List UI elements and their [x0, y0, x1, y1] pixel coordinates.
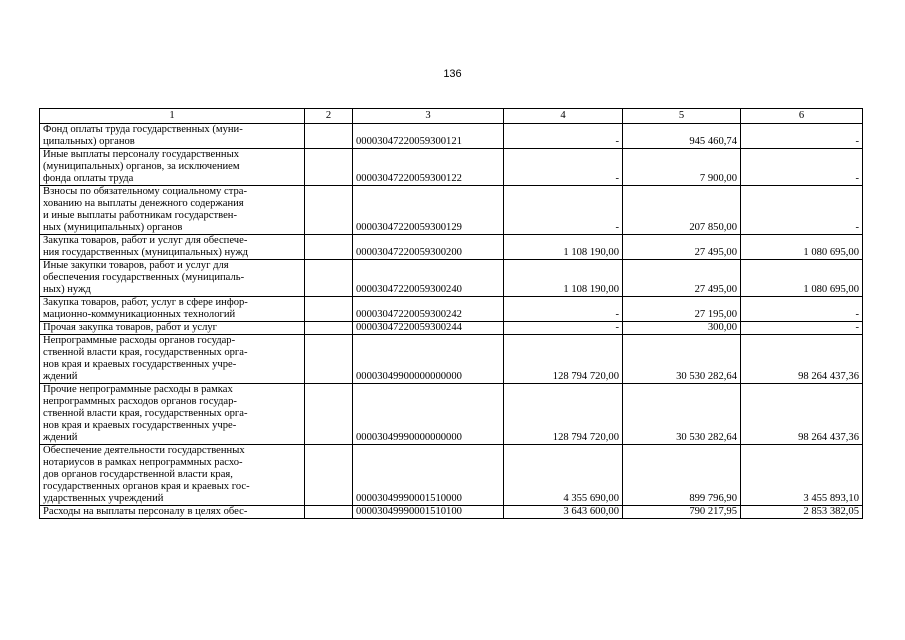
column-2-cell	[305, 235, 353, 260]
page-number: 136	[443, 68, 462, 80]
table-row	[40, 322, 863, 335]
unexecuted-amount-cell: 1 080 695,00	[741, 260, 863, 297]
executed-amount-cell: 899 796,90	[623, 445, 741, 506]
expense-name-cell	[40, 186, 305, 235]
budget-code-cell: 00003047220059300129	[353, 186, 504, 235]
budget-code-cell: 00003049900000000000	[353, 335, 504, 384]
expense-name-line: ственной власти края, государственных орга-	[43, 347, 248, 358]
approved-amount-cell: 1 108 190,00	[504, 235, 623, 260]
approved-amount-cell: -	[504, 149, 623, 186]
expense-name-line: непрограммных расходов органов государ-	[43, 396, 237, 407]
expense-name-line: ципальных) органов	[43, 136, 135, 147]
unexecuted-amount-cell: 3 455 893,10	[741, 445, 863, 506]
expense-name-line: Иные выплаты персоналу государственных	[43, 149, 239, 160]
expense-name-line: ственной власти края, государственных орга-	[43, 408, 248, 419]
budget-code-cell: 00003049990001510100	[353, 506, 504, 519]
executed-amount-cell: 790 217,95	[623, 506, 741, 519]
expense-name-line: нов края и краевых государственных учре-	[43, 420, 237, 431]
table-row	[40, 186, 863, 235]
column-2-cell	[305, 297, 353, 322]
expense-name-line: Иные закупки товаров, работ и услуг для	[43, 260, 229, 271]
expense-name-cell	[40, 124, 305, 149]
executed-amount-cell: 27 195,00	[623, 297, 741, 322]
expense-name-cell	[40, 384, 305, 445]
unexecuted-amount-cell: -	[741, 124, 863, 149]
approved-amount-cell: -	[504, 322, 623, 335]
expense-name-line: Обеспечение деятельности государственных	[43, 445, 245, 456]
approved-amount-cell: 128 794 720,00	[504, 384, 623, 445]
table-row	[40, 235, 863, 260]
expense-name-line: обеспечения государственных (муниципаль-	[43, 272, 245, 283]
table-row	[40, 506, 863, 519]
executed-amount-cell: 30 530 282,64	[623, 335, 741, 384]
column-2-cell	[305, 335, 353, 384]
approved-amount-cell: -	[504, 186, 623, 235]
expense-name-line: нов края и краевых государственных учре-	[43, 359, 237, 370]
expense-name-line: (муниципальных) органов, за исключением	[43, 161, 240, 172]
column-2-cell	[305, 124, 353, 149]
expense-name-line: дов органов государственной власти края,	[43, 469, 233, 480]
table-row	[40, 445, 863, 506]
approved-amount-cell: -	[504, 297, 623, 322]
column-header-6: 6	[741, 109, 863, 124]
executed-amount-cell: 300,00	[623, 322, 741, 335]
executed-amount-cell: 7 900,00	[623, 149, 741, 186]
unexecuted-amount-cell: 1 080 695,00	[741, 235, 863, 260]
column-header-1: 1	[40, 109, 305, 124]
unexecuted-amount-cell: -	[741, 322, 863, 335]
expense-name-cell	[40, 149, 305, 186]
expense-name-cell	[40, 506, 305, 519]
executed-amount-cell: 30 530 282,64	[623, 384, 741, 445]
expense-name-line: нотариусов в рамках непрограммных расхо-	[43, 457, 243, 468]
column-2-cell	[305, 149, 353, 186]
expense-name-line: Прочие непрограммные расходы в рамках	[43, 384, 233, 395]
expense-name-line: и иные выплаты работникам государствен-	[43, 210, 237, 221]
column-header-4: 4	[504, 109, 623, 124]
unexecuted-amount-cell: -	[741, 297, 863, 322]
expense-name-line: Закупка товаров, работ, услуг в сфере инфор-	[43, 297, 248, 308]
expense-name-line: хованию на выплаты денежного содержания	[43, 198, 244, 209]
expense-name-line: Расходы на выплаты персоналу в целях обес-	[43, 506, 248, 517]
column-2-cell	[305, 186, 353, 235]
budget-code-cell: 00003047220059300200	[353, 235, 504, 260]
expense-name-line: государственных органов края и краевых гос-	[43, 481, 250, 492]
expense-name-cell	[40, 260, 305, 297]
expense-name-line: фонда оплаты труда	[43, 173, 134, 184]
unexecuted-amount-cell: 2 853 382,05	[741, 506, 863, 519]
column-2-cell	[305, 445, 353, 506]
approved-amount-cell: 1 108 190,00	[504, 260, 623, 297]
table-body	[40, 124, 863, 519]
approved-amount-cell: 4 355 690,00	[504, 445, 623, 506]
column-2-cell	[305, 260, 353, 297]
budget-table	[39, 108, 863, 519]
expense-name-line: Прочая закупка товаров, работ и услуг	[43, 322, 218, 333]
budget-code-cell: 00003047220059300122	[353, 149, 504, 186]
expense-name-line: ждений	[43, 432, 78, 443]
expense-name-line: Непрограммные расходы органов государ-	[43, 335, 236, 346]
expense-name-cell	[40, 297, 305, 322]
unexecuted-amount-cell: -	[741, 186, 863, 235]
column-2-cell	[305, 384, 353, 445]
expense-name-line: ных (муниципальных) органов	[43, 222, 183, 233]
expense-name-line: ния государственных (муниципальных) нужд	[43, 247, 249, 258]
expense-name-line: Взносы по обязательному социальному стра-	[43, 186, 247, 197]
table-header-row	[40, 109, 863, 124]
expense-name-cell	[40, 235, 305, 260]
table-row	[40, 335, 863, 384]
budget-code-cell: 00003047220059300121	[353, 124, 504, 149]
executed-amount-cell: 27 495,00	[623, 260, 741, 297]
unexecuted-amount-cell: 98 264 437,36	[741, 384, 863, 445]
budget-code-cell: 00003049990000000000	[353, 384, 504, 445]
approved-amount-cell: -	[504, 124, 623, 149]
executed-amount-cell: 27 495,00	[623, 235, 741, 260]
column-2-cell	[305, 506, 353, 519]
table-row	[40, 260, 863, 297]
approved-amount-cell: 128 794 720,00	[504, 335, 623, 384]
budget-code-cell: 00003049990001510000	[353, 445, 504, 506]
budget-code-cell: 00003047220059300244	[353, 322, 504, 335]
budget-code-cell: 00003047220059300242	[353, 297, 504, 322]
executed-amount-cell: 945 460,74	[623, 124, 741, 149]
table-row	[40, 384, 863, 445]
expense-name-cell	[40, 322, 305, 335]
column-header-3: 3	[353, 109, 504, 124]
approved-amount-cell: 3 643 600,00	[504, 506, 623, 519]
table-row	[40, 149, 863, 186]
table-row	[40, 297, 863, 322]
column-header-2: 2	[305, 109, 353, 124]
unexecuted-amount-cell: -	[741, 149, 863, 186]
budget-code-cell: 00003047220059300240	[353, 260, 504, 297]
table-row	[40, 124, 863, 149]
expense-name-line: мационно-коммуникационных технологий	[43, 309, 236, 320]
expense-name-line: Фонд оплаты труда государственных (муни-	[43, 124, 243, 135]
expense-name-line: ждений	[43, 371, 78, 382]
column-header-5: 5	[623, 109, 741, 124]
expense-name-line: Закупка товаров, работ и услуг для обеспече-	[43, 235, 248, 246]
executed-amount-cell: 207 850,00	[623, 186, 741, 235]
unexecuted-amount-cell: 98 264 437,36	[741, 335, 863, 384]
expense-name-line: ных) нужд	[43, 284, 91, 295]
expense-name-cell	[40, 335, 305, 384]
column-2-cell	[305, 322, 353, 335]
expense-name-line: ударственных учреждений	[43, 493, 164, 504]
expense-name-cell	[40, 445, 305, 506]
